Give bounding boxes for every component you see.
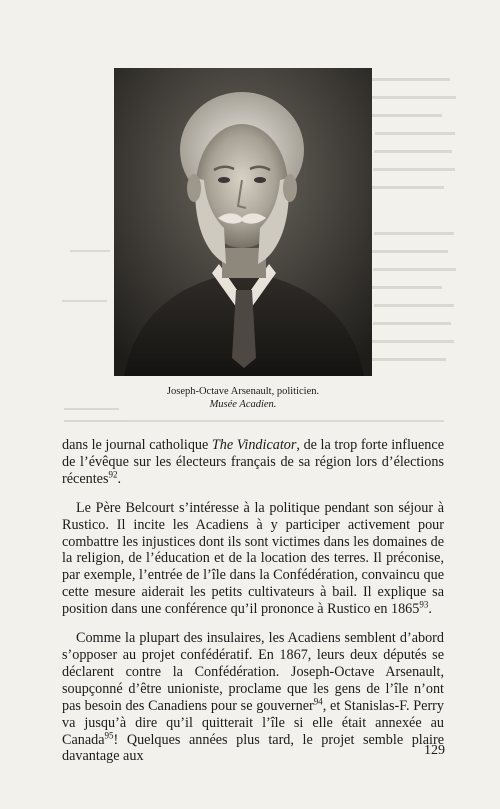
caption-text: Joseph-Octave Arsenault, politicien.	[166, 386, 320, 397]
footnote-ref: 95	[104, 729, 114, 740]
paragraph	[62, 500, 444, 618]
body-text	[62, 437, 444, 765]
text-run: Comme la plupart des insulaires, les Acadiens semblent d’abord s’opposer au projet confédératif. En 1867, leurs deux députés se déclarent contre la Confédération. Joseph-Octave Arsenault, soupçonné d’être unioniste, proclame que les gens de l’île n’ont pas besoin des Canadiens pour se gouverner	[62, 630, 444, 714]
figure-caption	[114, 385, 372, 411]
footnote-ref: 94	[313, 695, 323, 706]
text-run: dans le journal catholique	[62, 437, 212, 453]
text-run: ! Quelques années plus tard, le projet semble plaire davantage aux	[62, 731, 444, 765]
text-run: Le Père Belcourt s’intéresse à la politique pendant son séjour à Rustico. Il incite les Acadiens à y participer activement pour combattre les injustices dont ils sont victimes dans les domaines de la religion, de l’éducation et de la location des terres. Il préconise, par exemple, l’entrée de l’île dans la Confédération, convaincu que cette mesure aiderait les petits cultivateurs à bail. Il explique sa position dans une conférence qu’il prononce à Rustico en 1865	[62, 499, 444, 618]
text-run: , de la trop forte influence de l’évêque sur les électeurs français de sa région lors d’élections récentes	[62, 437, 444, 487]
italic-title: The Vindicator	[211, 437, 297, 453]
paragraph	[62, 437, 444, 488]
portrait-photo	[114, 68, 372, 376]
footnote-ref: 93	[419, 599, 429, 610]
text-run: .	[117, 470, 122, 487]
text-run: .	[428, 601, 432, 618]
footnote-ref: 92	[108, 469, 118, 480]
caption-credit: Musée Acadien.	[209, 399, 277, 410]
page-number: 129	[424, 743, 445, 758]
paragraph	[62, 630, 444, 765]
text-run: , et Stanislas-F. Perry va jusqu’à dire qu’il quitterait l’île si elle était annexée au Canada	[62, 697, 444, 748]
